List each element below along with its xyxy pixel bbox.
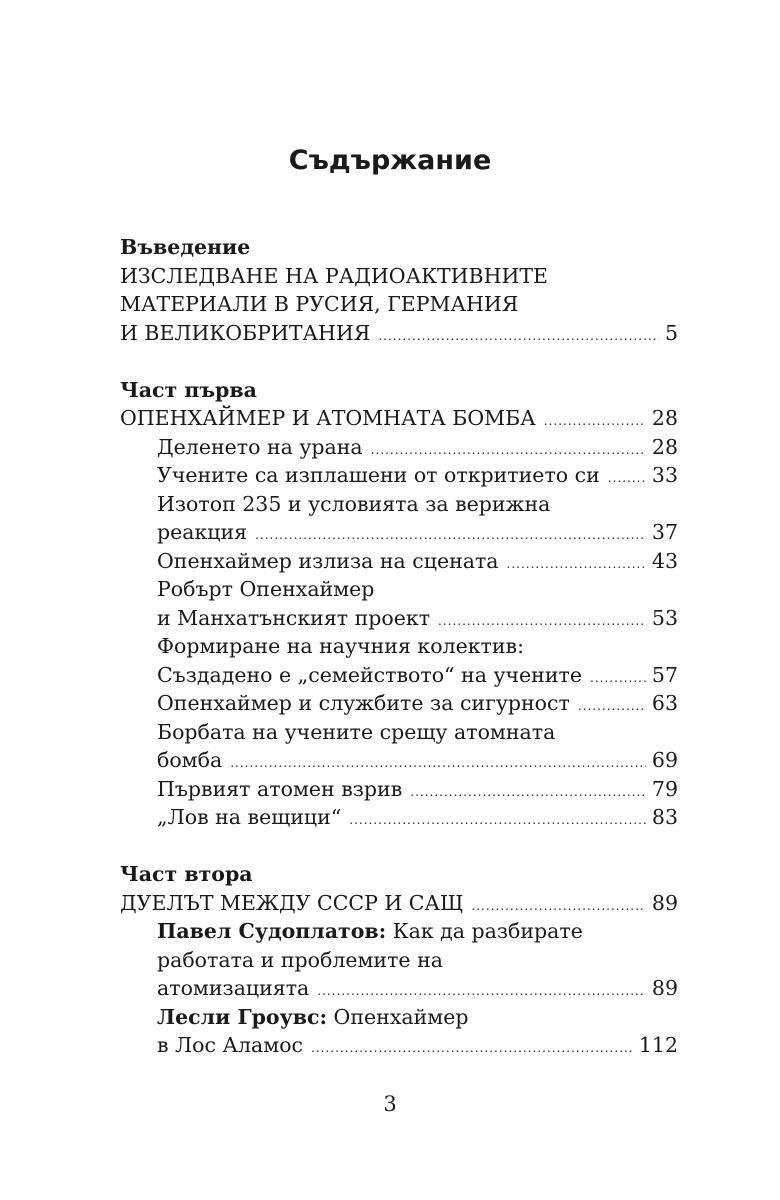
toc-subentry[interactable]: [120, 917, 678, 1003]
toc-subentry[interactable]: [120, 1003, 678, 1060]
toc-subentry[interactable]: [120, 803, 678, 832]
toc-entry-title: ОПЕНХАЙМЕР И АТОМНАТА БОМБА: [120, 406, 536, 430]
toc-subentry[interactable]: [120, 490, 678, 547]
toc-entry-line-rest: Опенхаймер: [327, 1004, 469, 1029]
toc-entry-title: в Лос Аламос: [157, 1033, 304, 1057]
toc-page-number: 89: [651, 976, 678, 1000]
toc-entry-line: МАТЕРИАЛИ В РУСИЯ, ГЕРМАНИЯ: [120, 292, 519, 316]
toc-entry-title: И ВЕЛИКОБРИТАНИЯ: [120, 320, 371, 345]
dot-leader: [410, 778, 646, 807]
toc-page-number: 63: [651, 691, 678, 715]
dot-leader: [371, 436, 646, 465]
author-name: Лесли Гроувс:: [157, 1004, 328, 1029]
toc-entry-title: Създадено е „семейството“ на учените: [157, 662, 582, 687]
toc-page-number: 33: [651, 463, 678, 487]
toc-entry-title: Деленето на урана: [157, 434, 363, 459]
toc-entry-title: Опенхаймер и службите за сигурност: [157, 691, 570, 715]
toc-page-number: 28: [651, 406, 678, 430]
dot-leader: [507, 550, 646, 579]
toc-entry-line: работата и проблемите на: [157, 947, 443, 972]
toc-entry-title: „Лов на вещици“: [157, 805, 342, 829]
table-of-contents: [120, 233, 678, 1060]
author-name: Павел Судоплатов:: [157, 919, 387, 943]
toc-page-number: 43: [651, 548, 678, 573]
dot-leader: [255, 521, 646, 550]
dot-leader: [608, 464, 646, 493]
toc-page-number: 37: [651, 520, 678, 544]
toc-entry-title: Първият атомен взрив: [157, 776, 403, 801]
toc-entry-line: Формиране на научния колектив:: [157, 634, 524, 658]
toc-entry-title: ДУЕЛЪТ МЕЖДУ СССР И САЩ: [120, 890, 464, 915]
dot-leader: [471, 892, 646, 921]
toc-entry-title: реакция: [157, 520, 248, 544]
toc-subentry[interactable]: [120, 689, 678, 718]
toc-entry-title: и Манхатънският проект: [157, 605, 431, 630]
toc-entry-part-two-main[interactable]: [120, 889, 678, 918]
dot-leader: [544, 407, 646, 436]
toc-page-number: 57: [651, 662, 678, 687]
toc-entry-title: атомизацията: [157, 976, 310, 1000]
toc-subentry[interactable]: [120, 718, 678, 775]
toc-page-number: 28: [651, 434, 678, 459]
dot-leader: [311, 1034, 633, 1063]
toc-entry-line: Борбата на учените срещу атомната: [157, 719, 556, 744]
toc-page-number: 112: [638, 1033, 678, 1057]
toc-entry-line: ИЗСЛЕДВАНЕ НА РАДИОАКТИВНИТЕ: [120, 263, 549, 288]
toc-page-number: 69: [651, 748, 678, 772]
toc-page-number: 79: [651, 776, 678, 801]
toc-page-number: 5: [664, 320, 678, 345]
toc-page-number: 89: [651, 890, 678, 915]
toc-entry-title: Опенхаймер излиза на сцената: [157, 548, 499, 573]
toc-entry-line: Робърт Опенхаймер: [157, 577, 375, 601]
toc-entry-intro[interactable]: [120, 262, 678, 348]
section-heading-part-one: Част първа: [120, 377, 257, 402]
toc-page-number: 83: [651, 805, 678, 829]
section-heading-intro: Въведение: [120, 235, 251, 259]
dot-leader: [590, 664, 646, 693]
toc-subentry[interactable]: [120, 547, 678, 576]
section-heading-part-two: Част втора: [120, 862, 253, 886]
page-number: 3: [383, 1092, 397, 1116]
toc-subentry[interactable]: [120, 775, 678, 804]
toc-entry-line: [157, 917, 678, 946]
dot-leader: [378, 322, 659, 351]
toc-entry-line-rest: Как да разбирате: [386, 919, 583, 943]
toc-subentry[interactable]: [120, 575, 678, 632]
page-title: Съдържание: [288, 145, 492, 176]
dot-leader: [578, 692, 646, 721]
toc-entry-title: Учените са изплашени от откритието си: [157, 463, 600, 487]
toc-subentry[interactable]: [120, 632, 678, 689]
toc-subentry[interactable]: [120, 433, 678, 462]
dot-leader: [349, 806, 646, 835]
dot-leader: [317, 977, 646, 1006]
toc-subentry[interactable]: [120, 461, 678, 490]
toc-entry-part-one-main[interactable]: [120, 404, 678, 433]
toc-page-number: 53: [651, 605, 678, 630]
toc-entry-title: бомба: [157, 748, 223, 772]
dot-leader: [438, 607, 646, 636]
toc-entry-line: Изотоп 235 и условията за верижна: [157, 491, 551, 516]
toc-entry-line: [157, 1003, 678, 1032]
dot-leader: [230, 749, 646, 778]
